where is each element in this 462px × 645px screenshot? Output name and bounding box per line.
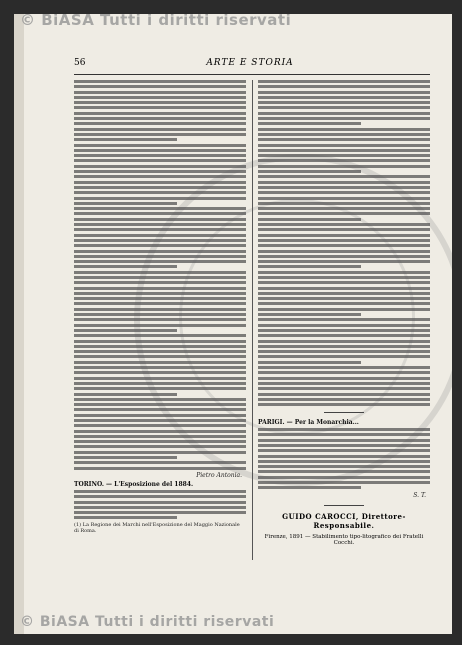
- text-line: [74, 292, 246, 295]
- text-line: [258, 329, 430, 332]
- printer-credit: Firenze, 1891 — Stabilimento tipo-litografico dei Fratelli Cocchi.: [264, 533, 424, 546]
- right-section-head: PARIGI. — Per la Monarchia...: [258, 419, 359, 427]
- text-line: [258, 387, 430, 390]
- text-line: [258, 366, 430, 369]
- text-line: [258, 308, 430, 311]
- text-line: [74, 138, 177, 141]
- text-line: [258, 239, 430, 242]
- text-line: [258, 85, 430, 88]
- text-line: [258, 361, 361, 364]
- text-line: [74, 255, 246, 258]
- text-line: [74, 133, 246, 136]
- text-line: [74, 511, 246, 514]
- text-line: [258, 318, 430, 321]
- text-line: [258, 297, 430, 300]
- text-line: [258, 112, 430, 115]
- text-line: [258, 250, 430, 253]
- text-line: [74, 334, 246, 337]
- text-line: [74, 345, 246, 348]
- text-line: [258, 355, 430, 358]
- text-line: [74, 445, 246, 448]
- text-line: [258, 133, 430, 136]
- text-line: [258, 207, 430, 210]
- text-line: [258, 223, 430, 226]
- text-line: [74, 382, 246, 385]
- text-line: [258, 149, 430, 152]
- text-line: [258, 159, 430, 162]
- text-line: [74, 329, 177, 332]
- text-line: [258, 181, 430, 184]
- document-page: [14, 14, 452, 634]
- left-footnote: (1) La Regione dei Marchi nell'Esposizione del Maggio Nazionale di Roma.: [74, 522, 240, 535]
- text-line: [258, 345, 430, 348]
- left-section-head: TORINO. — L'Esposizione del 1884.: [74, 480, 194, 488]
- text-line: [258, 202, 430, 205]
- text-line: [258, 101, 430, 104]
- text-line: [74, 467, 246, 470]
- text-line: [258, 244, 430, 247]
- text-line: [74, 91, 246, 94]
- text-line: [258, 255, 430, 258]
- text-line: [258, 334, 430, 337]
- text-line: [258, 276, 430, 279]
- text-line: [74, 197, 246, 200]
- watermark-text-top: © BiASA Tutti i diritti riservati: [20, 14, 292, 29]
- text-line: [258, 154, 430, 157]
- text-line: [258, 340, 430, 343]
- text-line: [74, 440, 246, 443]
- text-line: [74, 461, 246, 464]
- text-line: [74, 223, 246, 226]
- text-line: [258, 122, 361, 125]
- text-line: [258, 191, 430, 194]
- text-line: [258, 271, 430, 274]
- text-line: [74, 276, 246, 279]
- running-title: ARTE E STORIA: [206, 58, 294, 68]
- right-text-block-2: [258, 428, 430, 489]
- text-line: [74, 149, 246, 152]
- text-line: [74, 403, 246, 406]
- text-line: [258, 260, 430, 263]
- text-line: [74, 144, 246, 147]
- text-line: [258, 212, 430, 215]
- text-line: [74, 371, 246, 374]
- text-line: [258, 439, 430, 442]
- text-line: [74, 260, 246, 263]
- text-line: [74, 490, 246, 493]
- text-line: [258, 465, 430, 468]
- text-line: [74, 207, 246, 210]
- text-line: [258, 287, 430, 290]
- text-line: [74, 377, 246, 380]
- text-line: [74, 212, 246, 215]
- text-line: [258, 186, 430, 189]
- text-line: [258, 218, 361, 221]
- text-line: [74, 112, 246, 115]
- watermark-text-bottom: © BiASA Tutti i diritti riservati: [20, 614, 275, 630]
- text-line: [74, 287, 246, 290]
- text-line: [74, 228, 246, 231]
- text-line: [258, 170, 361, 173]
- text-line: [258, 265, 361, 268]
- text-line: [74, 239, 246, 242]
- text-line: [258, 470, 430, 473]
- page-edge: [14, 14, 24, 634]
- text-line: [258, 382, 430, 385]
- text-line: [74, 414, 246, 417]
- text-line: [74, 419, 246, 422]
- text-line: [74, 398, 246, 401]
- text-line: [74, 244, 246, 247]
- text-line: [258, 91, 430, 94]
- text-line: [258, 144, 430, 147]
- column-divider: [252, 80, 253, 560]
- text-line: [258, 165, 430, 168]
- text-line: [258, 80, 430, 83]
- text-line: [74, 387, 246, 390]
- text-line: [258, 460, 430, 463]
- left-text-block-2: [74, 490, 246, 519]
- text-line: [258, 117, 430, 120]
- text-line: [74, 175, 246, 178]
- text-line: [258, 106, 430, 109]
- text-line: [74, 350, 246, 353]
- page-header: [70, 58, 430, 72]
- text-line: [74, 271, 246, 274]
- text-line: [258, 449, 430, 452]
- text-line: [74, 281, 246, 284]
- text-line: [258, 234, 430, 237]
- text-line: [74, 265, 177, 268]
- text-line: [258, 398, 430, 401]
- text-line: [258, 371, 430, 374]
- right-section-rule: [324, 412, 364, 413]
- text-line: [258, 403, 430, 406]
- text-line: [258, 197, 430, 200]
- text-line: [74, 297, 246, 300]
- text-line: [258, 350, 430, 353]
- text-line: [74, 435, 246, 438]
- text-line: [258, 313, 361, 316]
- text-line: [74, 366, 246, 369]
- text-line: [74, 218, 246, 221]
- text-line: [74, 393, 177, 396]
- text-line: [74, 128, 246, 131]
- text-line: [74, 324, 246, 327]
- text-line: [258, 138, 430, 141]
- text-line: [74, 355, 246, 358]
- text-line: [74, 456, 177, 459]
- text-line: [74, 313, 246, 316]
- text-line: [74, 302, 246, 305]
- text-line: [258, 292, 430, 295]
- right-text-block: [258, 80, 430, 406]
- text-line: [74, 340, 246, 343]
- text-line: [258, 324, 430, 327]
- text-line: [74, 85, 246, 88]
- text-line: [74, 170, 246, 173]
- text-line: [74, 159, 246, 162]
- text-line: [74, 186, 246, 189]
- text-line: [74, 122, 246, 125]
- text-line: [74, 424, 246, 427]
- text-line: [74, 106, 246, 109]
- header-rule: [74, 74, 430, 75]
- text-line: [74, 506, 246, 509]
- text-line: [74, 96, 246, 99]
- editor-rule: [324, 505, 364, 506]
- text-line: [258, 428, 430, 431]
- text-line: [74, 501, 246, 504]
- page-number: 56: [74, 58, 86, 68]
- left-text-block: [74, 80, 246, 470]
- text-line: [74, 202, 177, 205]
- text-line: [74, 516, 177, 519]
- text-line: [258, 433, 430, 436]
- text-line: [258, 455, 430, 458]
- text-line: [74, 451, 246, 454]
- text-line: [258, 175, 430, 178]
- right-signature: S. T.: [413, 491, 426, 499]
- text-line: [74, 430, 246, 433]
- text-line: [258, 302, 430, 305]
- right-column: [258, 80, 430, 546]
- text-line: [74, 117, 246, 120]
- text-line: [258, 96, 430, 99]
- editor-credit: GUIDO CAROCCI, Direttore-Responsabile.: [282, 511, 406, 530]
- text-line: [74, 308, 246, 311]
- text-line: [258, 128, 430, 131]
- text-line: [258, 444, 430, 447]
- left-signature: Pietro Antonia.: [196, 471, 242, 479]
- text-line: [258, 476, 430, 479]
- text-line: [74, 495, 246, 498]
- text-line: [258, 377, 430, 380]
- text-line: [258, 228, 430, 231]
- text-line: [74, 361, 246, 364]
- text-line: [74, 101, 246, 104]
- text-line: [74, 408, 246, 411]
- text-line: [74, 80, 246, 83]
- text-line: [258, 486, 361, 489]
- text-line: [74, 250, 246, 253]
- left-column: [74, 80, 246, 534]
- text-line: [258, 393, 430, 396]
- text-line: [74, 181, 246, 184]
- text-line: [258, 481, 430, 484]
- text-line: [74, 191, 246, 194]
- text-line: [258, 281, 430, 284]
- text-line: [74, 165, 246, 168]
- text-line: [74, 154, 246, 157]
- text-line: [74, 318, 246, 321]
- text-line: [74, 234, 246, 237]
